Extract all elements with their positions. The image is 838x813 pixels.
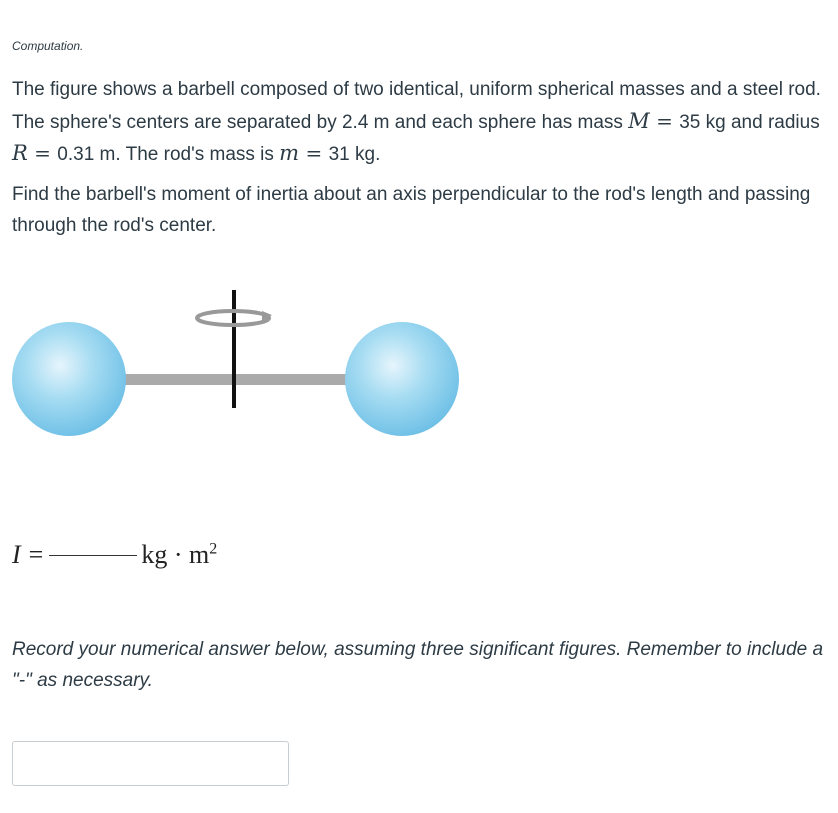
question-text: The figure shows a barbell composed of two identical, uniform spherical masses and a steel rod. The sphere's centers are separated by 2.4 m and each sphere has mass M = 35 kg and radius R = 0.31 m. The rod's mass is m = 31 kg. [12,79,821,165]
radius-symbol: R [12,141,28,165]
answer-symbol: I [12,540,21,569]
right-sphere [345,322,459,436]
question-prompt: Find the barbell's moment of inertia about an axis perpendicular to the rod's length and passing through the rod's center. [12,184,811,236]
equals-sign: = [28,540,44,569]
answer-input[interactable] [12,741,289,786]
left-sphere [12,322,126,436]
separation-value: 2.4 m [341,111,390,133]
radius-value: 0.31 m [57,144,116,165]
barbell-figure [0,282,480,452]
rod-mass-value: 31 kg [328,144,376,165]
mass-value: 35 kg [679,111,726,133]
mass-symbol: M [628,108,650,133]
question-type-label: Computation. [12,39,84,53]
rod-mass-symbol: m [279,141,300,165]
steel-rod [115,374,360,385]
answer-equation [12,540,217,576]
answer-units: kg · $m^2$ [141,540,218,569]
answer-blank [49,554,137,556]
instruction-text: Record your numerical answer below, assuming three significant figures. Remember to include a "-" as necessary. [12,639,824,691]
